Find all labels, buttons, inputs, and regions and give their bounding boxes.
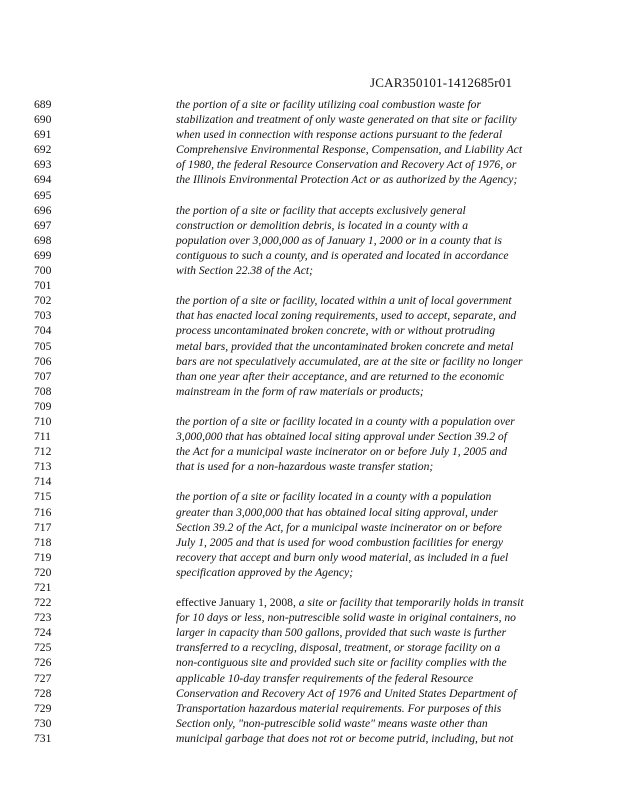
line-text: Conservation and Recovery Act of 1976 and United States Department of (176, 686, 517, 700)
document-line (0, 188, 619, 203)
line-text: stabilization and treatment of only waste generated on that site or facility (176, 113, 517, 127)
line-text: the portion of a site or facility utilizing coal combustion waste for (176, 98, 481, 111)
document-line (0, 399, 619, 414)
line-text: greater than 3,000,000 that has obtained local siting approval, under (176, 505, 498, 519)
line-number: 690 (34, 113, 52, 127)
document-line (0, 414, 619, 429)
document-body (0, 97, 619, 746)
line-number: 723 (34, 611, 52, 625)
line-text: applicable 10-day transfer requirements of the federal Resource (176, 671, 474, 685)
line-text: larger in capacity than 500 gallons, provided that such waste is further (176, 626, 507, 640)
line-text: of 1980, the federal Resource Conservation and Recovery Act of 1976, or (176, 158, 517, 172)
line-number: 707 (34, 369, 52, 383)
line-text: when used in connection with response actions pursuant to the federal (176, 128, 503, 142)
line-number: 720 (34, 565, 52, 579)
line-text: mainstream in the form of raw materials or products; (176, 384, 424, 398)
document-line (0, 248, 619, 263)
document-line (0, 595, 619, 610)
line-text: the portion of a site or facility located in a county with a population (176, 490, 492, 504)
line-number: 722 (34, 596, 52, 610)
document-line (0, 655, 619, 670)
line-number: 696 (34, 203, 52, 217)
document-line (0, 354, 619, 369)
line-number: 704 (34, 324, 52, 338)
line-number: 695 (34, 188, 52, 202)
line-text: for 10 days or less, non-putrescible solid waste in original containers, no (176, 611, 516, 625)
line-text: that is used for a non-hazardous waste transfer station; (176, 460, 434, 474)
document-line (0, 339, 619, 354)
line-text: Transportation hazardous material requirements. For purposes of this (176, 701, 502, 715)
line-text: July 1, 2005 and that is used for wood combustion facilities for energy (176, 535, 504, 549)
document-line (0, 489, 619, 504)
line-text: specification approved by the Agency; (176, 565, 354, 579)
document-line (0, 233, 619, 248)
line-number: 716 (34, 505, 52, 519)
document-line (0, 369, 619, 384)
line-number: 717 (34, 520, 52, 534)
line-text: with Section 22.38 of the Act; (176, 264, 313, 278)
line-number: 703 (34, 309, 52, 323)
line-number: 713 (34, 460, 52, 474)
line-number: 689 (34, 98, 52, 111)
document-line (0, 203, 619, 218)
line-number: 728 (34, 686, 52, 700)
line-number: 726 (34, 656, 52, 670)
document-line (0, 671, 619, 686)
document-line (0, 520, 619, 535)
line-text: 3,000,000 that has obtained local siting approval under Section 39.2 of (176, 430, 507, 444)
line-number: 729 (34, 701, 52, 715)
line-text: that has enacted local zoning requirements, used to accept, separate, and (176, 309, 517, 323)
line-number: 730 (34, 716, 52, 730)
document-line (0, 731, 619, 746)
document-line (0, 157, 619, 172)
line-number: 694 (34, 173, 52, 187)
document-line (0, 474, 619, 489)
line-text: Section only, "non-putrescible solid waste" means waste other than (176, 716, 488, 730)
document-line (0, 686, 619, 701)
line-number: 691 (34, 128, 52, 142)
line-number: 702 (34, 294, 52, 308)
document-line (0, 218, 619, 233)
line-number: 727 (34, 671, 52, 685)
document-line (0, 172, 619, 187)
line-number: 705 (34, 339, 52, 353)
document-line (0, 444, 619, 459)
line-text: transferred to a recycling, disposal, treatment, or storage facility on a (176, 641, 501, 655)
document-line (0, 278, 619, 293)
line-number: 711 (34, 430, 51, 444)
line-text: bars are not speculatively accumulated, are at the site or facility no longer (176, 354, 523, 368)
document-line (0, 565, 619, 580)
line-text (176, 595, 524, 610)
document-line (0, 580, 619, 595)
line-text: the Illinois Environmental Protection Act or as authorized by the Agency; (176, 173, 518, 187)
line-text-roman: effective January 1, 2008, (176, 596, 296, 610)
line-text: the Act for a municipal waste incinerator on or before July 1, 2005 and (176, 445, 508, 459)
line-text: recovery that accept and burn only wood material, as included in a fuel (176, 550, 509, 564)
document-line (0, 429, 619, 444)
line-number: 701 (34, 279, 52, 293)
line-text: construction or demolition debris, is located in a county with a (176, 218, 469, 232)
document-line (0, 384, 619, 399)
line-text: metal bars, provided that the uncontaminated broken concrete and metal (176, 339, 514, 353)
document-line (0, 127, 619, 142)
line-number: 697 (34, 218, 52, 232)
line-number: 700 (34, 264, 52, 278)
line-text: non-contiguous site and provided such site or facility complies with the (176, 656, 507, 670)
line-text: Comprehensive Environmental Response, Compensation, and Liability Act (176, 143, 523, 157)
document-line (0, 459, 619, 474)
document-line (0, 112, 619, 127)
line-number: 731 (34, 731, 52, 745)
document-line (0, 701, 619, 716)
document-line (0, 640, 619, 655)
line-number: 692 (34, 143, 52, 157)
line-text: the portion of a site or facility located in a county with a population over (176, 414, 515, 428)
line-text: the portion of a site or facility that accepts exclusively general (176, 203, 466, 217)
line-number: 709 (34, 399, 52, 413)
line-number: 724 (34, 626, 52, 640)
document-line (0, 625, 619, 640)
line-number: 712 (34, 445, 52, 459)
line-text: than one year after their acceptance, and are returned to the economic (176, 369, 505, 383)
line-number: 714 (34, 475, 52, 489)
line-number: 699 (34, 248, 52, 262)
document-line (0, 293, 619, 308)
line-number: 718 (34, 535, 52, 549)
line-number: 708 (34, 384, 52, 398)
line-number: 715 (34, 490, 52, 504)
document-line (0, 535, 619, 550)
line-text: contiguous to such a county, and is operated and located in accordance (176, 248, 509, 262)
document-line (0, 610, 619, 625)
line-number: 706 (34, 354, 52, 368)
line-number: 698 (34, 233, 52, 247)
line-text: Section 39.2 of the Act, for a municipal waste incinerator on or before (176, 520, 502, 534)
line-text-italic: a site or facility that temporarily holds in transit (295, 596, 524, 610)
document-line (0, 142, 619, 157)
line-number: 719 (34, 550, 52, 564)
document-id-header: JCAR350101-1412685r01 (370, 75, 513, 90)
document-line (0, 505, 619, 520)
line-text: the portion of a site or facility, located within a unit of local government (176, 294, 512, 308)
document-line (0, 308, 619, 323)
document-line (0, 550, 619, 565)
line-number: 693 (34, 158, 52, 172)
line-text: process uncontaminated broken concrete, with or without protruding (176, 324, 496, 338)
line-number: 710 (34, 414, 52, 428)
document-line (0, 97, 619, 112)
line-text: population over 3,000,000 as of January 1, 2000 or in a county that is (176, 233, 502, 247)
document-line (0, 263, 619, 278)
line-number: 725 (34, 641, 52, 655)
document-line (0, 323, 619, 338)
line-number: 721 (34, 581, 52, 594)
line-text: municipal garbage that does not rot or become putrid, including, but not (176, 731, 514, 745)
document-line (0, 716, 619, 731)
